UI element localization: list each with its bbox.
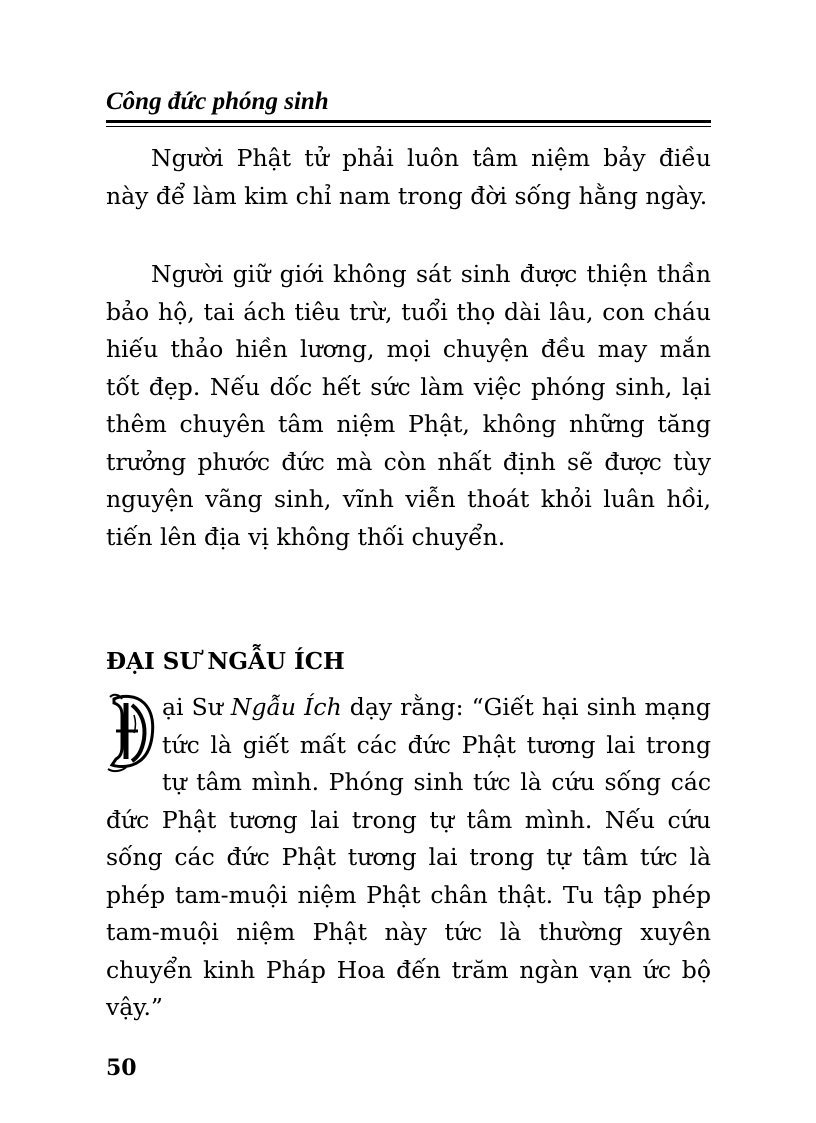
paragraph-master-teaching (106, 689, 711, 1027)
paragraph-precepts: Người giữ giới không sát sinh được thiện thần bảo hộ, tai ách tiêu trừ, tuổi thọ dài lâu, con cháu hiếu thảo hiền lương, mọi chuyện đều may mắn tốt đẹp. Nếu dốc hết sức làm việc phóng sinh, lại thêm chuyên tâm niệm Phật, không những tăng trưởng phước đức mà còn nhất định sẽ được tùy nguyện vãng sinh, vĩnh viễn thoát khỏi luân hồi, tiến lên địa vị không thối chuyển. (106, 260, 711, 551)
running-header-title: Công đức phóng sinh (106, 88, 329, 115)
paragraph-body: dạy rằng: “Giết hại sinh mạng tức là giết mất các đức Phật tương lai trong tự tâm mình. Phóng sinh tức là cứu sống các đức Phật tương lai trong tự tâm mình. Nếu cứu sống các đức Phật tương lai trong tự tâm tức là phép tam-muội niệm Phật chân thật. Tu tập phép tam-muội niệm Phật này tức là thường xuyên chuyển kinh Pháp Hoa đến trăm ngàn vạn ức bộ vậy.” (106, 693, 711, 1021)
header-rule-thin (106, 126, 711, 127)
section-heading: ĐẠI SƯ NGẪU ÍCH (106, 648, 345, 675)
master-name: Ngẫu Ích (230, 693, 342, 721)
drop-cap-letter-d-icon (106, 693, 156, 773)
paragraph-seven-principles: Người Phật tử phải luôn tâm niệm bảy điều này để làm kim chỉ nam trong đời sống hằng ngày. (106, 144, 711, 210)
paragraph-lead: ại Sư (162, 693, 231, 721)
header-rule-thick (106, 120, 711, 123)
page-number: 50 (106, 1055, 137, 1081)
